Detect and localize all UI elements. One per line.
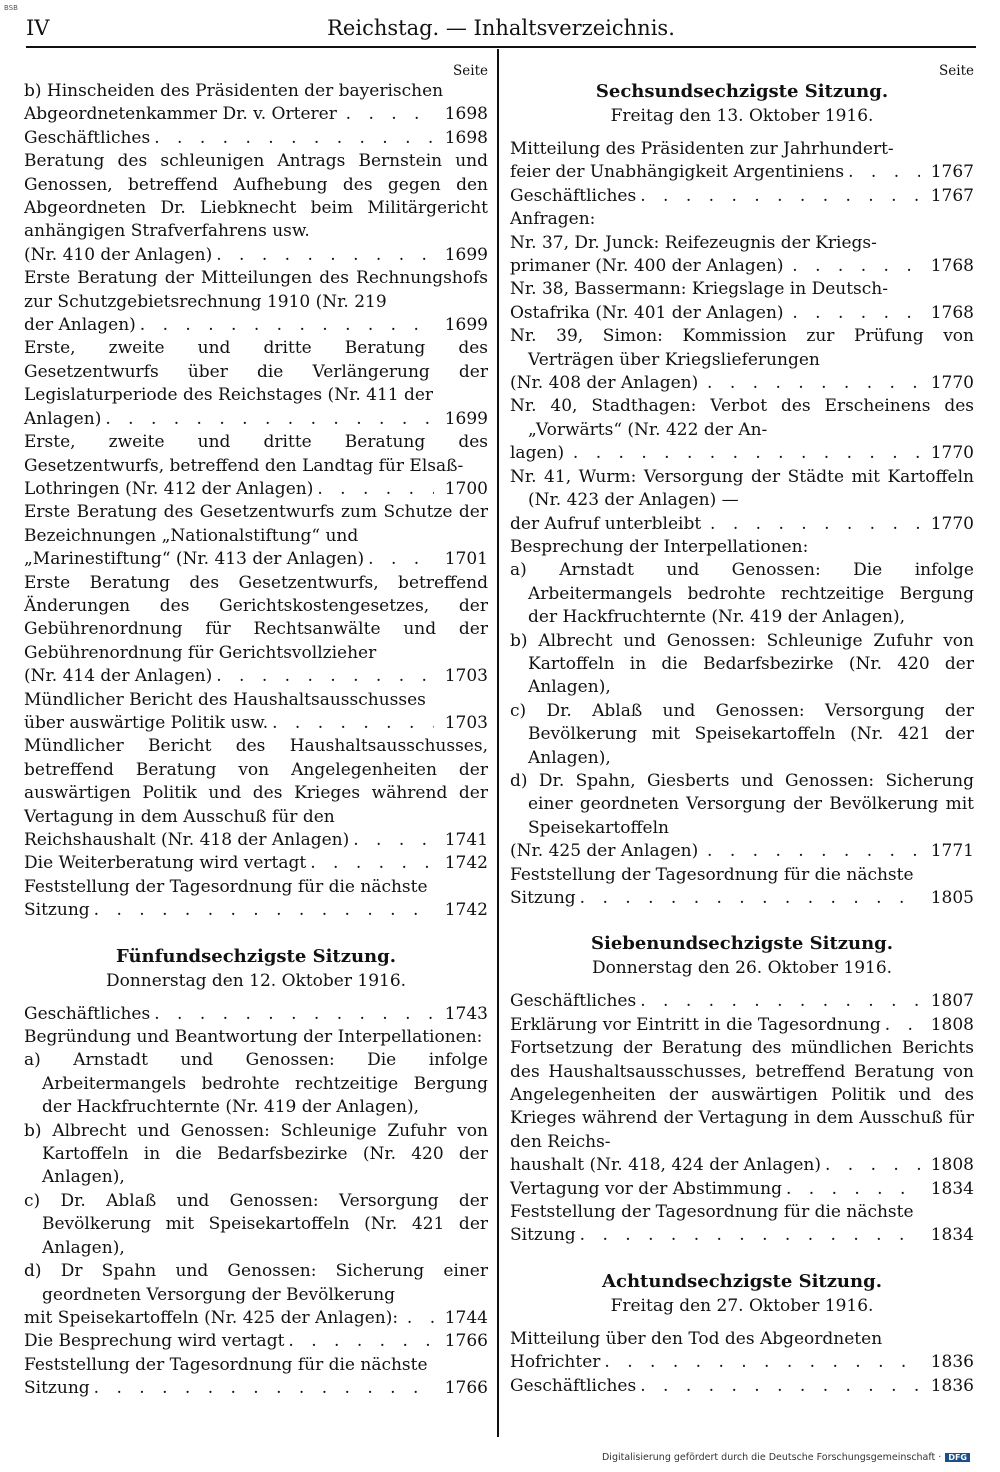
dot-leader <box>702 840 920 863</box>
entry-text: Sitzung <box>510 1225 576 1246</box>
dot-leader <box>310 852 434 875</box>
dot-leader <box>640 1375 920 1398</box>
entry-text: Feststellung der Tagesordnung für die nächste <box>24 876 428 897</box>
dot-leader <box>702 372 920 395</box>
entry-last-line <box>24 1307 488 1330</box>
toc-entry <box>510 1328 974 1375</box>
toc-entry <box>24 1260 488 1330</box>
entry-last-line <box>510 442 974 465</box>
toc-entry <box>24 735 488 852</box>
entry-text: feier der Unabhängigkeit Argentiniens <box>510 162 845 183</box>
page-reference: 1698 <box>444 127 488 148</box>
dot-leader <box>825 1154 920 1177</box>
entry-text: Nr. 38, Bassermann: Kriegslage in Deutsch- <box>510 279 888 300</box>
page-reference: 1805 <box>930 888 974 908</box>
dot-leader <box>568 442 920 465</box>
entry-text: d) Dr Spahn und Genossen: Sicherung einer geordneten Versorgung der Bevölkerung <box>24 1261 488 1305</box>
entry-last-line <box>510 1224 974 1247</box>
toc-entry <box>24 876 488 923</box>
page-reference: 1698 <box>444 104 488 125</box>
session-date: Freitag den 13. Oktober 1916. <box>610 106 874 126</box>
entry-text: Erste Beratung des Gesetzentwurfs, betreffend Änderungen des Gerichtskostengesetzes, der Gebührenordnung für Rechtsanwälte und der Gebührenordnung für Gerichtsvollzieher <box>24 572 488 663</box>
toc-entry <box>510 864 974 911</box>
entry-text: der Anlagen) <box>24 315 136 336</box>
entry-last-line <box>24 712 488 735</box>
toc-entry <box>510 138 974 185</box>
page-reference: 1744 <box>444 1307 488 1328</box>
entry-text: Geschäftliches <box>24 1003 151 1024</box>
page-number: IV <box>26 16 50 40</box>
entry-last-line <box>510 185 974 208</box>
dot-leader <box>154 1003 434 1026</box>
page-reference: 1742 <box>444 853 488 874</box>
header-rule <box>26 46 976 48</box>
page-reference: 1808 <box>930 1155 974 1176</box>
page-reference: 1699 <box>444 315 488 336</box>
toc-entry <box>24 267 488 337</box>
entry-text: Die Besprechung wird vertagt <box>24 1331 285 1352</box>
entry-text: d) Dr. Spahn, Giesberts und Genossen: Sicherung einer geordneten Versorgung der Bevölkerung mit Speisekartoffeln <box>510 770 974 838</box>
entry-text: Geschäftliches <box>510 991 637 1012</box>
entry-text: Mündlicher Bericht des Haushaltsausschusses <box>24 689 426 710</box>
entry-text: Erste, zweite und dritte Beratung des Gesetzentwurfs, betreffend den Landtag für Elsaß- <box>24 432 488 476</box>
toc-entry <box>510 1375 974 1398</box>
column-divider <box>497 49 499 1437</box>
page-reference: 1742 <box>444 900 488 921</box>
entry-last-line <box>510 1154 974 1177</box>
dot-leader <box>105 408 434 431</box>
page-reference: 1767 <box>930 185 974 206</box>
page-reference: 1770 <box>930 443 974 464</box>
entry-text: Reichshaushalt (Nr. 418 der Anlagen) <box>24 830 350 850</box>
entry-last-line <box>510 161 974 184</box>
page-reference: 1767 <box>930 162 974 183</box>
toc-entry <box>24 689 488 736</box>
toc-entry <box>24 127 488 150</box>
dot-leader <box>288 1330 434 1353</box>
session-date: Donnerstag den 26. Oktober 1916. <box>591 958 893 979</box>
entry-text: haushalt (Nr. 418, 424 der Anlagen) <box>510 1155 821 1176</box>
toc-entry <box>24 1330 488 1353</box>
toc-entry <box>510 185 974 208</box>
entry-text: Geschäftliches <box>510 1375 637 1396</box>
entry-text: Nr. 40, Stadthagen: Verbot des Erscheinens des „Vorwärts“ (Nr. 422 der An- <box>510 396 974 440</box>
toc-entry <box>24 80 488 127</box>
entry-last-line <box>24 829 488 852</box>
dot-leader <box>640 185 920 208</box>
entry-text: (Nr. 410 der Anlagen) <box>24 244 213 265</box>
session-title: Achtundsechzigste Sitzung. <box>602 1270 882 1292</box>
dot-leader <box>317 478 434 501</box>
entry-last-line <box>510 255 974 278</box>
entry-text: Die Weiterberatung wird vertagt <box>24 853 307 874</box>
page-reference: 1768 <box>930 256 974 277</box>
page-header <box>26 12 976 46</box>
toc-entry <box>510 1014 974 1037</box>
left-column <box>24 62 488 1401</box>
seite-label: Seite <box>453 63 488 79</box>
toc-entry <box>510 1178 974 1201</box>
dot-leader <box>788 302 920 325</box>
page-reference: 1703 <box>444 712 488 733</box>
page-reference: 1770 <box>930 373 974 394</box>
page-reference: 1834 <box>930 1178 974 1199</box>
page-reference: 1836 <box>930 1375 974 1396</box>
toc-entry <box>510 770 974 864</box>
entry-text: Geschäftliches <box>24 127 151 148</box>
entry-text: Beratung des schleunigen Antrags Bernstein und Genossen, betreffend Aufhebung des gegen den Abgeordneten Dr. Liebknecht beim Militärgericht anhängigen Strafverfahrens usw. <box>24 151 488 242</box>
dot-leader <box>140 314 434 337</box>
session-title: Sechsundsechzigste Sitzung. <box>595 81 889 102</box>
entry-text: mit Speisekartoffeln (Nr. 425 der Anlagen): <box>24 1307 399 1328</box>
footer-text: Digitalisierung gefördert durch die Deutsche Forschungsgemeinschaft · <box>601 1452 942 1463</box>
session-title: Fünfundsechzigste Sitzung. <box>116 945 396 967</box>
dot-leader <box>640 990 920 1013</box>
entry-last-line <box>510 513 974 536</box>
entry-text: Erklärung vor Eintritt in die Tagesordnung <box>510 1014 881 1035</box>
page-reference: 1743 <box>444 1003 488 1024</box>
toc-entry <box>24 1049 488 1119</box>
toc-entry <box>24 1190 488 1260</box>
entry-text: Sitzung <box>510 888 576 908</box>
entry-text: lagen) <box>510 443 565 464</box>
entry-text: Nr. 37, Dr. Junck: Reifezeugnis der Kriegs- <box>510 232 877 253</box>
toc-entry <box>24 572 488 689</box>
footer-credit <box>602 1452 970 1463</box>
page-reference: 1770 <box>930 513 974 534</box>
entry-last-line <box>24 1377 488 1400</box>
dot-leader <box>272 712 434 735</box>
toc-entry <box>510 278 974 325</box>
dot-leader <box>368 548 434 571</box>
entry-text: Begründung und Beantwortung der Interpellationen: <box>24 1027 483 1048</box>
session-date: Donnerstag den 12. Oktober 1916. <box>105 970 407 991</box>
entry-last-line <box>510 1351 974 1374</box>
toc-entry <box>510 559 974 629</box>
session-title: Siebenundsechzigste Sitzung. <box>590 933 894 955</box>
entry-text: Abgeordnetenkammer Dr. v. Orterer <box>24 104 337 125</box>
entry-text: Feststellung der Tagesordnung für die nächste <box>510 864 914 885</box>
entry-text: Sitzung <box>24 900 90 921</box>
dot-leader <box>848 161 920 184</box>
page-reference: 1703 <box>444 666 488 687</box>
entry-last-line <box>24 665 488 688</box>
entry-text: Anfragen: <box>510 209 596 230</box>
entry-last-line <box>510 302 974 325</box>
library-stamp: BSB <box>4 4 18 12</box>
dot-leader <box>885 1014 920 1037</box>
page-reference: 1836 <box>930 1352 974 1373</box>
entry-text: über auswärtige Politik usw. <box>24 712 269 733</box>
entry-last-line <box>24 408 488 431</box>
toc-entry <box>510 466 974 536</box>
entry-last-line <box>24 852 488 875</box>
entry-text: (Nr. 408 der Anlagen) <box>510 373 699 394</box>
entry-text: Mitteilung des Präsidenten zur Jahrhundert- <box>510 139 894 159</box>
entry-last-line <box>24 478 488 501</box>
dot-leader <box>216 244 434 267</box>
entry-last-line <box>24 548 488 571</box>
toc-entry <box>510 990 974 1013</box>
dot-leader <box>353 829 434 852</box>
entry-last-line <box>24 1003 488 1026</box>
page-reference: 1741 <box>444 830 488 850</box>
entry-text: b) Albrecht und Genossen: Schleunige Zufuhr von Kartoffeln in die Bedarfsbezirke (Nr. 420 der Anlagen), <box>24 1120 488 1188</box>
entry-text: Feststellung der Tagesordnung für die nächste <box>24 1354 428 1375</box>
entry-text: Hofrichter <box>510 1352 601 1373</box>
toc-entry <box>510 1201 974 1248</box>
entry-last-line <box>510 1014 974 1037</box>
entry-text: Nr. 39, Simon: Kommission zur Prüfung von Verträgen über Kriegslieferungen <box>510 326 974 370</box>
toc-entry <box>510 536 974 559</box>
toc-entry <box>24 431 488 501</box>
dot-leader <box>94 1377 434 1400</box>
entry-text: der Aufruf unterbleibt <box>510 513 702 534</box>
dot-leader <box>786 1178 920 1201</box>
page-reference: 1768 <box>930 302 974 323</box>
entry-text: Sitzung <box>24 1378 90 1399</box>
toc-entry <box>24 337 488 431</box>
entry-last-line <box>510 840 974 863</box>
entry-last-line <box>24 899 488 922</box>
entry-text: „Marinestiftung“ (Nr. 413 der Anlagen) <box>24 549 365 570</box>
entry-text: Geschäftliches <box>510 185 637 206</box>
entry-text: c) Dr. Ablaß und Genossen: Versorgung der Bevölkerung mit Speisekartoffeln (Nr. 421 der Anlagen), <box>510 700 974 768</box>
right-column <box>510 62 974 1398</box>
dot-leader <box>341 103 434 126</box>
entry-text: Vertagung vor der Abstimmung <box>510 1178 782 1199</box>
page-reference: 1766 <box>444 1331 488 1352</box>
entry-last-line <box>24 1330 488 1353</box>
dot-leader <box>580 887 920 910</box>
entry-text: Erste Beratung des Gesetzentwurfs zum Schutze der Bezeichnungen „Nationalstiftung“ und <box>24 502 488 546</box>
toc-entry <box>510 1037 974 1177</box>
dot-leader <box>787 255 920 278</box>
entry-text: Besprechung der Interpellationen: <box>510 536 809 557</box>
entry-text: (Nr. 425 der Anlagen) <box>510 841 699 862</box>
toc-entry <box>510 325 974 395</box>
toc-entry <box>510 395 974 465</box>
page-reference: 1771 <box>930 841 974 862</box>
dot-leader <box>604 1351 920 1374</box>
entry-text: Mitteilung über den Tod des Abgeordneten <box>510 1328 883 1349</box>
entry-text: Ostafrika (Nr. 401 der Anlagen) <box>510 302 784 323</box>
entry-last-line <box>510 990 974 1013</box>
dot-leader <box>402 1307 434 1330</box>
entry-text: Nr. 41, Wurm: Versorgung der Städte mit Kartoffeln (Nr. 423 der Anlagen) — <box>510 466 974 511</box>
entry-last-line <box>24 127 488 150</box>
seite-label: Seite <box>939 63 974 79</box>
page-reference: 1807 <box>930 991 974 1012</box>
entry-last-line <box>24 244 488 267</box>
entry-text: a) Arnstadt und Genossen: Die infolge Arbeitermangels bedrohte rechtzeitige Bergung der Hackfruchternte (Nr. 419 der Anlagen), <box>510 560 974 628</box>
entry-text: Erste, zweite und dritte Beratung des Gesetzentwurfs über die Verlängerung der Legislaturperiode des Reichstages (Nr. 411 der <box>24 338 488 406</box>
toc-entry <box>510 232 974 279</box>
entry-text: b) Albrecht und Genossen: Schleunige Zufuhr von Kartoffeln in die Bedarfsbezirke (Nr. 420 der Anlagen), <box>510 630 974 698</box>
entry-last-line <box>24 314 488 337</box>
entry-text: Mündlicher Bericht des Haushaltsausschusses, betreffend Beratung von Angelegenheiten der auswärtigen Politik und des Krieges während der Vertagung in dem Ausschuß für den <box>24 736 488 827</box>
dot-leader <box>580 1224 920 1247</box>
dot-leader <box>94 899 434 922</box>
page-reference: 1700 <box>444 478 488 499</box>
entry-text: Feststellung der Tagesordnung für die nächste <box>510 1202 914 1223</box>
dot-leader <box>216 665 434 688</box>
toc-entry <box>24 150 488 267</box>
toc-entry <box>24 852 488 875</box>
entry-text: primaner (Nr. 400 der Anlagen) <box>510 256 784 277</box>
toc-entry <box>24 1003 488 1026</box>
session-date: Freitag den 27. Oktober 1916. <box>610 1295 874 1316</box>
entry-last-line <box>510 1178 974 1201</box>
dfg-logo: DFG <box>945 1453 970 1462</box>
dot-leader <box>705 513 920 536</box>
entry-text: Lothringen (Nr. 412 der Anlagen) <box>24 478 314 499</box>
page-reference: 1701 <box>444 549 488 570</box>
entry-text: c) Dr. Ablaß und Genossen: Versorgung der Bevölkerung mit Speisekartoffeln (Nr. 421 der Anlagen), <box>24 1190 488 1258</box>
entry-text: Anlagen) <box>24 408 102 429</box>
entry-text: Fortsetzung der Beratung des mündlichen Berichts des Haushaltsausschusses, betreffend Beratung von Angelegenheiten der auswärtigen Politik und des Krieges während der Vertagung in dem Ausschuß für den Reichs- <box>510 1038 974 1152</box>
toc-entry <box>510 700 974 770</box>
entry-text: (Nr. 414 der Anlagen) <box>24 666 213 687</box>
entry-text: Erste Beratung der Mitteilungen des Rechnungshofs zur Schutzgebietsrechnung 1910 (Nr. 219 <box>24 268 488 312</box>
entry-text: a) Arnstadt und Genossen: Die infolge Arbeitermangels bedrohte rechtzeitige Bergung der Hackfruchternte (Nr. 419 der Anlagen), <box>24 1050 488 1118</box>
toc-entry <box>24 1354 488 1401</box>
toc-entry <box>510 208 974 231</box>
entry-last-line <box>510 1375 974 1398</box>
toc-entry <box>24 501 488 571</box>
page-reference: 1834 <box>930 1225 974 1246</box>
entry-text: b) Hinscheiden des Präsidenten der bayerischen <box>24 81 444 101</box>
page-reference: 1766 <box>444 1378 488 1399</box>
toc-entry <box>24 1120 488 1190</box>
entry-last-line <box>510 372 974 395</box>
entry-last-line <box>510 887 974 910</box>
page-reference: 1699 <box>444 244 488 265</box>
page-reference: 1699 <box>444 408 488 429</box>
page-reference: 1808 <box>930 1014 974 1035</box>
page-title: Reichstag. — Inhaltsverzeichnis. <box>327 16 675 40</box>
toc-entry <box>24 1026 488 1049</box>
toc-entry <box>510 630 974 700</box>
entry-last-line <box>24 103 488 126</box>
dot-leader <box>154 127 434 150</box>
